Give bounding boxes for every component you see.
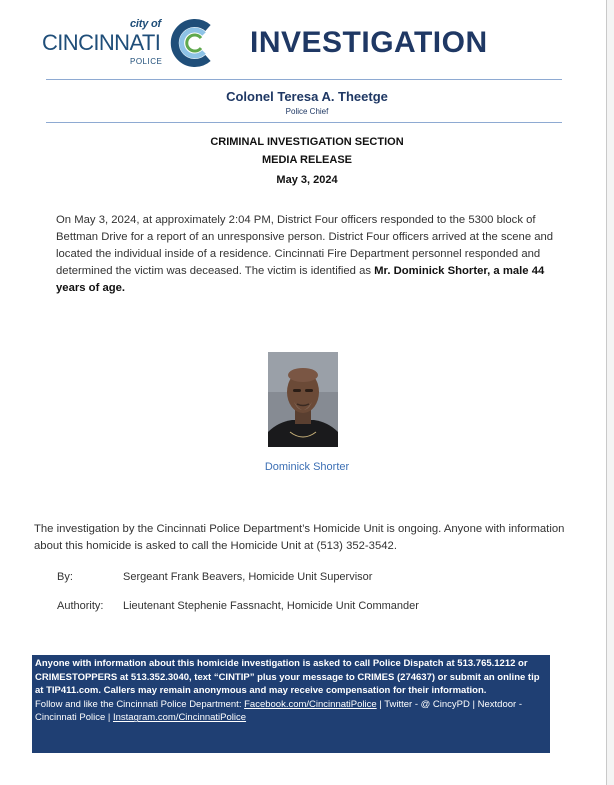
twitter-handle: | Twitter - @ CincyPD |	[376, 698, 478, 710]
logo-city-of: city of	[130, 18, 161, 30]
logo-police: POLICE	[130, 57, 163, 66]
authority-value: Lieutenant Stephenie Fassnacht, Homicide Unit Commander	[123, 600, 419, 612]
incident-text: On May 3, 2024, at approximately 2:04 PM, District Four officers responded to the 5300 block of Bettman Drive for a report of an unresponsive person. District Four officers arrived at the scene and located the individual inside of a residence. Cincinnati Fire Department personnel responded and determined the victim was deceased. The victim is identified as	[56, 214, 554, 277]
section-title: CRIMINAL INVESTIGATION SECTION	[210, 136, 404, 148]
page-gutter	[607, 0, 614, 785]
social-follow-line	[35, 698, 547, 725]
release-type: MEDIA RELEASE	[261, 154, 353, 166]
tip-info-box	[32, 655, 550, 753]
incident-paragraph	[56, 212, 570, 297]
nextdoor-label: Nextdoor - Cincinnati Police |	[35, 698, 522, 724]
authority-label: Authority:	[57, 600, 104, 612]
victim-portrait-image	[268, 352, 338, 447]
chief-name: Colonel Teresa A. Theetge	[226, 89, 388, 104]
instagram-link[interactable]: Instagram.com/CincinnatiPolice	[112, 712, 247, 724]
investigation-paragraph: The investigation by the Cincinnati Police Department’s Homicide Unit is ongoing. Anyone with information about this homicide is asked to call the Homicide Unit at (513) 352-3542.	[34, 523, 565, 552]
signature-by-row	[57, 571, 557, 587]
victim-identification: Mr. Dominick Shorter, a male 44 years of age.	[56, 265, 545, 294]
cincinnati-police-logo	[42, 16, 222, 72]
release-date: May 3, 2024	[276, 174, 338, 186]
logo-city-name: CINCINNATI	[42, 30, 161, 55]
logo-c-emblem-icon	[168, 18, 216, 68]
header-divider-bottom	[46, 122, 562, 123]
facebook-link[interactable]: Facebook.com/CincinnatiPolice	[244, 698, 377, 710]
victim-photo	[268, 352, 338, 447]
by-label: By:	[57, 571, 73, 583]
photo-caption: Dominick Shorter	[264, 461, 350, 473]
tip-info-text: Anyone with information about this homicide investigation is asked to call Police Dispatch at 513.765.1212 or CRIMESTOPPERS at 513.352.3040, text “CINTIP” plus your message to CRIMES (274637) or submit an online tip at TIP411.com. Callers may remain anonymous and may receive compensation for their information.	[35, 658, 540, 697]
signature-authority-row	[57, 600, 557, 616]
follow-prefix: Follow and like the Cincinnati Police Department:	[35, 698, 245, 710]
by-value: Sergeant Frank Beavers, Homicide Unit Supervisor	[123, 571, 373, 583]
chief-title: Police Chief	[285, 107, 329, 116]
page-title: INVESTIGATION	[250, 26, 488, 59]
header-divider-top	[46, 79, 562, 80]
